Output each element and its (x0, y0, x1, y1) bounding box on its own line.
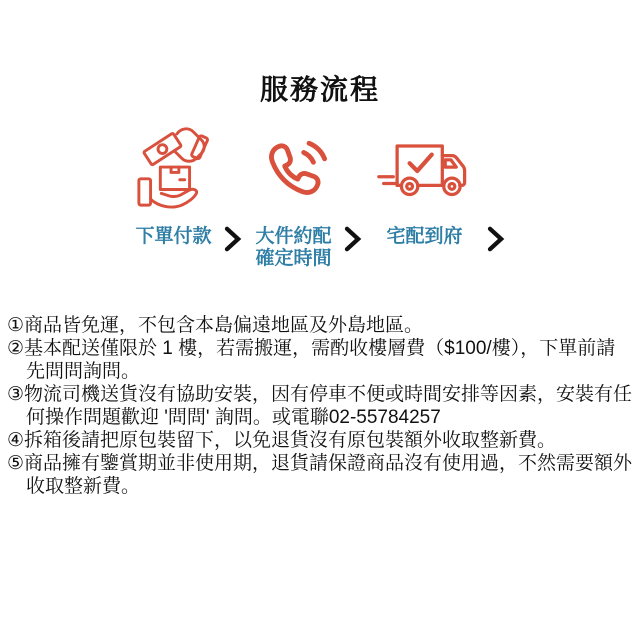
page-title: 服務流程 (259, 74, 380, 105)
payment-hand-icon (134, 122, 212, 218)
delivery-truck-icon (375, 122, 475, 218)
chevron-right-icon (224, 226, 243, 252)
flow-step-schedule-call (255, 122, 331, 270)
flow-step-order-payment (134, 122, 212, 248)
flow-step-label-line2: 確定時間 (255, 248, 332, 269)
shipping-notes (7, 314, 633, 498)
note-return-policy: ⑤商品擁有鑒賞期並非使用期，退貨請保證商品沒有使用過，不然需要額外收取整新費。 (7, 453, 633, 497)
flow-step-label: 宅配到府 (386, 226, 463, 247)
chevron-right-icon (487, 226, 506, 252)
note-keep-packaging: ④拆箱後請把原包裝留下，以免退貨沒有原包裝額外收取整新費。 (7, 430, 557, 451)
note-floor-fee: ②基本配送僅限於 1 樓，若需搬運，需酌收樓層費（$100/樓），下單前請先問問詢問。 (7, 338, 616, 382)
note-no-installation: ③物流司機送貨沒有協助安裝，因有停車不便或時間安排等因素，安裝有任何操作問題歡迎 '問問' 詢問。或電聯02-55784257 (7, 384, 633, 428)
phone-call-icon (258, 122, 328, 218)
chevron-right-icon (344, 226, 363, 252)
note-free-shipping: ①商品皆免運，不包含本島偏遠地區及外島地區。 (7, 315, 424, 336)
flow-step-label: 下單付款 (135, 226, 212, 247)
flow-step-home-delivery (375, 122, 475, 248)
service-flow-diagram (0, 122, 640, 270)
flow-step-label: 大件約配 (255, 226, 332, 247)
